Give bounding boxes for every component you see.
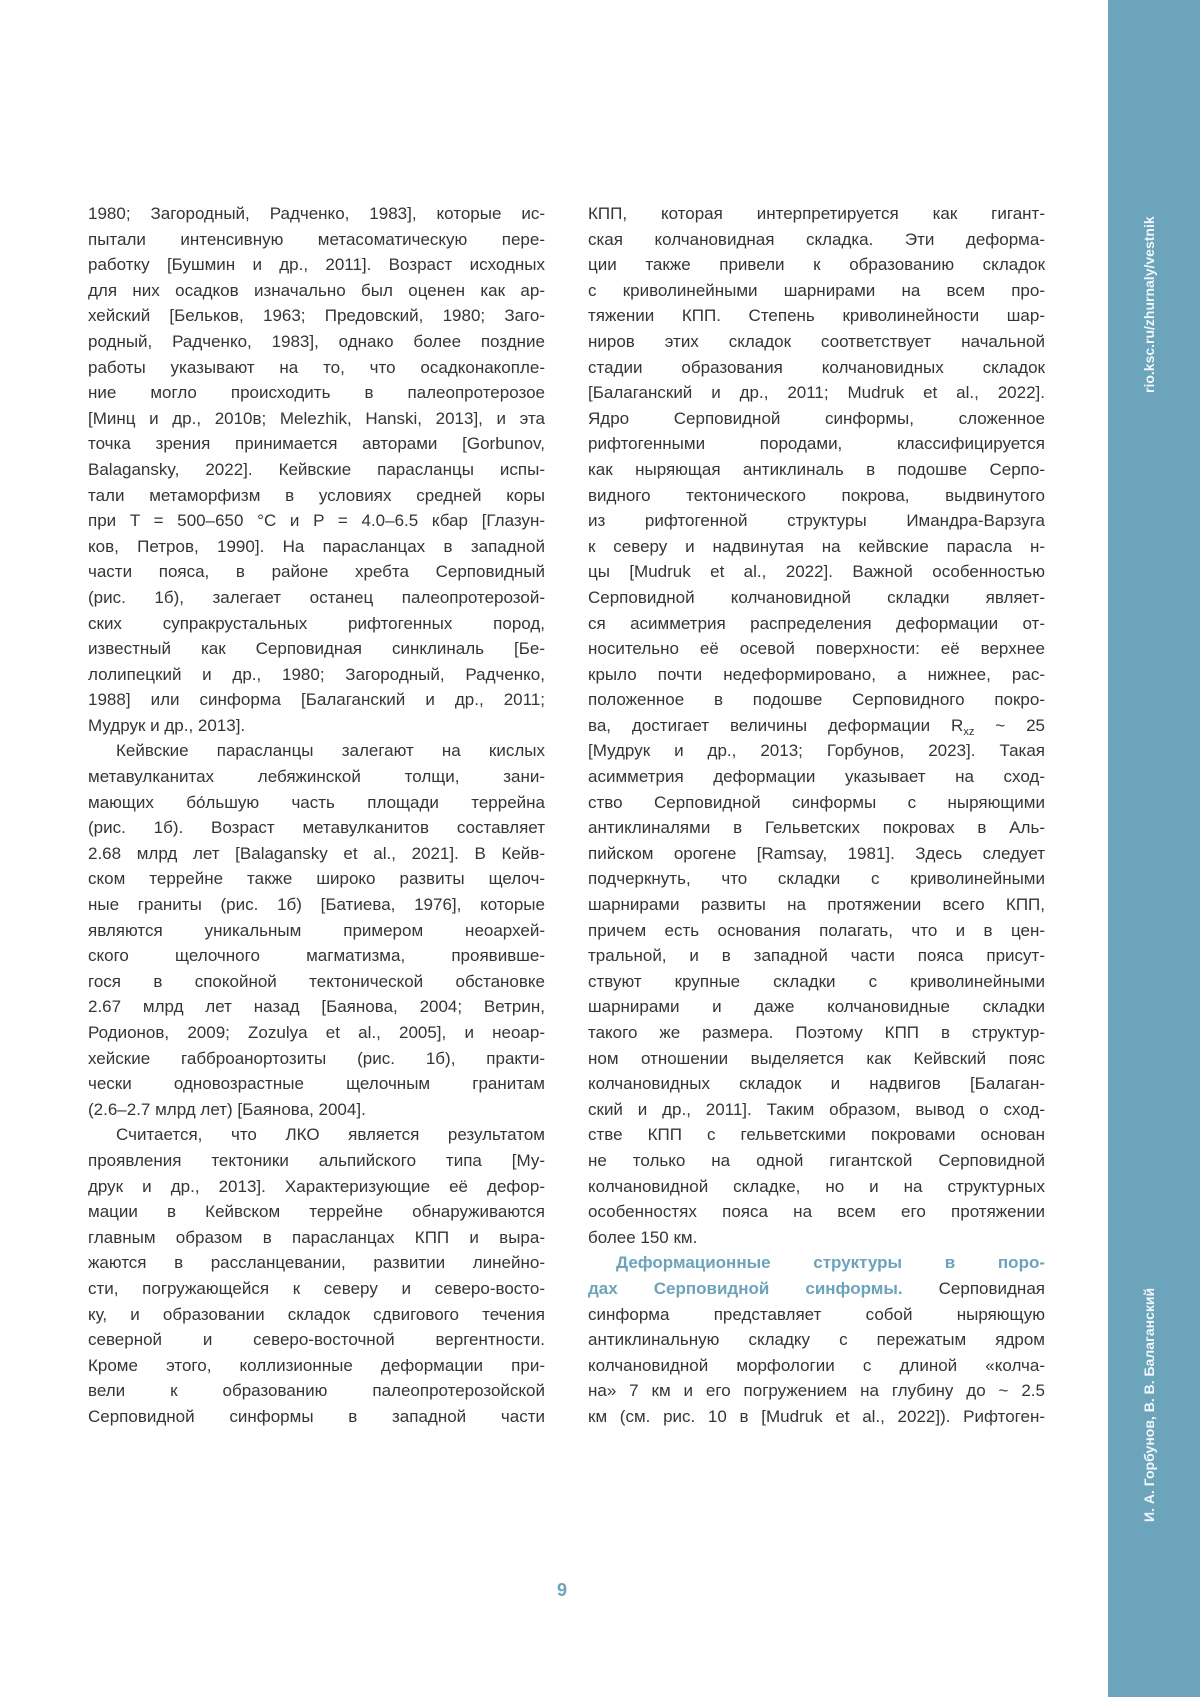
text-line: тяжении КПП. Степень криволинейности шар- (588, 303, 1045, 329)
text-line: Кроме этого, коллизионные деформации при- (88, 1353, 545, 1379)
text-line: Мудрук и др., 2013]. (88, 713, 545, 739)
text-run: ва, достигает величины деформации R (588, 716, 963, 735)
text-column-right (588, 201, 1045, 1430)
text-line: для них осадков изначально был оценен как ар- (88, 278, 545, 304)
text-line: ство Серповидной синформы с ныряющими (588, 790, 1045, 816)
text-line: жаются в рассланцевании, развитии линейно- (88, 1250, 545, 1276)
text-line: родный, Радченко, 1983], однако более поздние (88, 329, 545, 355)
text-line: 2.68 млрд лет [Balagansky et al., 2021]. В Кейв- (88, 841, 545, 867)
text-line: из рифтогенной структуры Имандра-Варзуга (588, 508, 1045, 534)
text-line: тали метаморфизм в условиях средней коры (88, 483, 545, 509)
text-line: (2.6–2.7 млрд лет) [Баянова, 2004]. (88, 1097, 545, 1123)
text-line: км (см. рис. 10 в [Mudruk et al., 2022]). Рифтоген- (588, 1404, 1045, 1430)
text-line: 1980; Загородный, Радченко, 1983], которые ис- (88, 201, 545, 227)
text-line: положенное в подошве Серповидного покро- (588, 687, 1045, 713)
text-line: антиклинальную складку с пережатым ядром (588, 1327, 1045, 1353)
text-line (588, 713, 1045, 739)
text-run: Серповидная (903, 1279, 1045, 1298)
page-number: 9 (557, 1580, 567, 1601)
text-line: известный как Серповидная синклиналь [Бе- (88, 636, 545, 662)
text-line: рифтогенными породами, классифицируется (588, 431, 1045, 457)
text-line: антиклиналями в Гельветских покровах в Аль- (588, 815, 1045, 841)
text-line: являются уникальным примером неоархей- (88, 918, 545, 944)
text-line: Считается, что ЛКО является результатом (88, 1122, 545, 1148)
text-line: Серповидной колчановидной складки являет- (588, 585, 1045, 611)
text-line: подчеркнуть, что складки с криволинейными (588, 866, 1045, 892)
text-line: ние могло происходить в палеопротерозое (88, 380, 545, 406)
text-line: стадии образования колчановидных складок (588, 355, 1045, 381)
text-line: Ядро Серповидной синформы, сложенное (588, 406, 1045, 432)
text-line: при T = 500–650 °C и P = 4.0–6.5 кбар [Глазун- (88, 508, 545, 534)
text-line: шарнирами развиты на протяжении всего КПП, (588, 892, 1045, 918)
text-line: цы [Mudruk et al., 2022]. Важной особенностью (588, 559, 1045, 585)
text-line: носительно её осевой поверхности: её верхнее (588, 636, 1045, 662)
text-line: колчановидных складок и надвигов [Балаган- (588, 1071, 1045, 1097)
text-line: работку [Бушмин и др., 2011]. Возраст исходных (88, 252, 545, 278)
text-line: на» 7 км и его погружением на глубину до ~ 2.5 (588, 1378, 1045, 1404)
text-line: мации в Кейвском террейне обнаруживаются (88, 1199, 545, 1225)
text-line: с криволинейными шарнирами на всем про- (588, 278, 1045, 304)
text-line: [Балаганский и др., 2011; Mudruk et al., 2022]. (588, 380, 1045, 406)
text-line: ном отношении выделяется как Кейвский пояс (588, 1046, 1045, 1072)
text-line: (рис. 1б). Возраст метавулканитов составляет (88, 815, 545, 841)
text-line: колчановидной складке, но и на структурных (588, 1174, 1045, 1200)
text-line: более 150 км. (588, 1225, 1045, 1251)
text-line: 1988] или синформа [Балаганский и др., 2011; (88, 687, 545, 713)
journal-url[interactable]: rio.ksc.ru/zhurnaly/vestnik (1141, 216, 1157, 393)
text-line: ская колчановидная складка. Эти деформа- (588, 227, 1045, 253)
text-line: колчановидной морфологии с длиной «колча- (588, 1353, 1045, 1379)
text-line: Кейвские парасланцы залегают на кислых (88, 738, 545, 764)
journal-sidebar (1108, 0, 1200, 1697)
text-line: хейский [Бельков, 1963; Предовский, 1980; Заго- (88, 303, 545, 329)
text-line: части пояса, в районе хребта Серповидный (88, 559, 545, 585)
text-line: ский и др., 2011]. Таким образом, вывод о сход- (588, 1097, 1045, 1123)
text-line: ции также привели к образованию складок (588, 252, 1045, 278)
text-line: точка зрения принимается авторами [Gorbunov, (88, 431, 545, 457)
text-line (588, 1250, 1045, 1276)
text-line: чески одновозрастные щелочным гранитам (88, 1071, 545, 1097)
text-line: главным образом в парасланцах КПП и выра- (88, 1225, 545, 1251)
text-line: пытали интенсивную метасоматическую пере- (88, 227, 545, 253)
section-heading: Деформационные структуры в поро- (616, 1253, 1045, 1272)
text-line: синформа представляет собой ныряющую (588, 1302, 1045, 1328)
text-line: стве КПП с гельветскими покровами основан (588, 1122, 1045, 1148)
text-line: проявления тектоники альпийского типа [Му- (88, 1148, 545, 1174)
text-line: друк и др., 2013]. Характеризующие её дефор- (88, 1174, 545, 1200)
text-line: мающих бо́льшую часть площади террейна (88, 790, 545, 816)
text-line: ные граниты (рис. 1б) [Батиева, 1976], которые (88, 892, 545, 918)
text-run: ~ 25 (974, 716, 1045, 735)
text-line: северной и северо-восточной вергентности. (88, 1327, 545, 1353)
text-line: пийском орогене [Ramsay, 1981]. Здесь следует (588, 841, 1045, 867)
text-line: крыло почти недеформировано, а нижнее, рас- (588, 662, 1045, 688)
text-line: хейские габброанортозиты (рис. 1б), практи- (88, 1046, 545, 1072)
text-line: метавулканитах лебяжинской толщи, зани- (88, 764, 545, 790)
text-line: особенностях пояса на всем его протяжении (588, 1199, 1045, 1225)
text-line: ствуют крупные складки с криволинейными (588, 969, 1045, 995)
text-line: КПП, которая интерпретируется как гигант- (588, 201, 1045, 227)
text-line: гося в спокойной тектонической обстановке (88, 969, 545, 995)
text-line: ков, Петров, 1990]. На парасланцах в западной (88, 534, 545, 560)
text-line: ку, и образовании складок сдвигового течения (88, 1302, 545, 1328)
text-line: асимметрия деформации указывает на сход- (588, 764, 1045, 790)
text-line: к северу и надвинутая на кейвские парасла н- (588, 534, 1045, 560)
subscript: xz (963, 726, 974, 738)
section-heading: дах Серповидной синформы. (588, 1279, 903, 1298)
running-head-authors: И. А. Горбунов, В. В. Балаганский (1141, 1288, 1157, 1522)
text-line: Родионов, 2009; Zozulya et al., 2005], и неоар- (88, 1020, 545, 1046)
text-line: тральной, и в западной части пояса присут- (588, 943, 1045, 969)
text-line: не только на одной гигантской Серповидной (588, 1148, 1045, 1174)
text-line: ского щелочного магматизма, проявивше- (88, 943, 545, 969)
text-line: (рис. 1б), залегает останец палеопротерозой- (88, 585, 545, 611)
text-line (588, 1276, 1045, 1302)
text-line: работы указывают на то, что осадконакопле- (88, 355, 545, 381)
text-line: ся асимметрия распределения деформации от- (588, 611, 1045, 637)
text-line: ских супракрустальных рифтогенных пород, (88, 611, 545, 637)
text-line: видного тектонического покрова, выдвинутого (588, 483, 1045, 509)
text-line: лолипецкий и др., 1980; Загородный, Радченко, (88, 662, 545, 688)
text-line: ниров этих складок соответствует начальной (588, 329, 1045, 355)
text-line: вели к образованию палеопротерозойской (88, 1378, 545, 1404)
text-line: такого же размера. Поэтому КПП в структур- (588, 1020, 1045, 1046)
text-line: [Мудрук и др., 2013; Горбунов, 2023]. Такая (588, 738, 1045, 764)
text-line: ском террейне также широко развиты щелоч- (88, 866, 545, 892)
text-column-left (88, 201, 545, 1430)
text-line: Balagansky, 2022]. Кейвские парасланцы испы- (88, 457, 545, 483)
text-line: как ныряющая антиклиналь в подошве Серпо- (588, 457, 1045, 483)
text-line: 2.67 млрд лет назад [Баянова, 2004; Ветрин, (88, 994, 545, 1020)
text-line: сти, погружающейся к северу и северо-восто- (88, 1276, 545, 1302)
text-line: Серповидной синформы в западной части (88, 1404, 545, 1430)
text-line: причем есть основания полагать, что и в цен- (588, 918, 1045, 944)
text-line: [Минц и др., 2010в; Melezhik, Hanski, 2013], и эта (88, 406, 545, 432)
text-line: шарнирами и даже колчановидные складки (588, 994, 1045, 1020)
